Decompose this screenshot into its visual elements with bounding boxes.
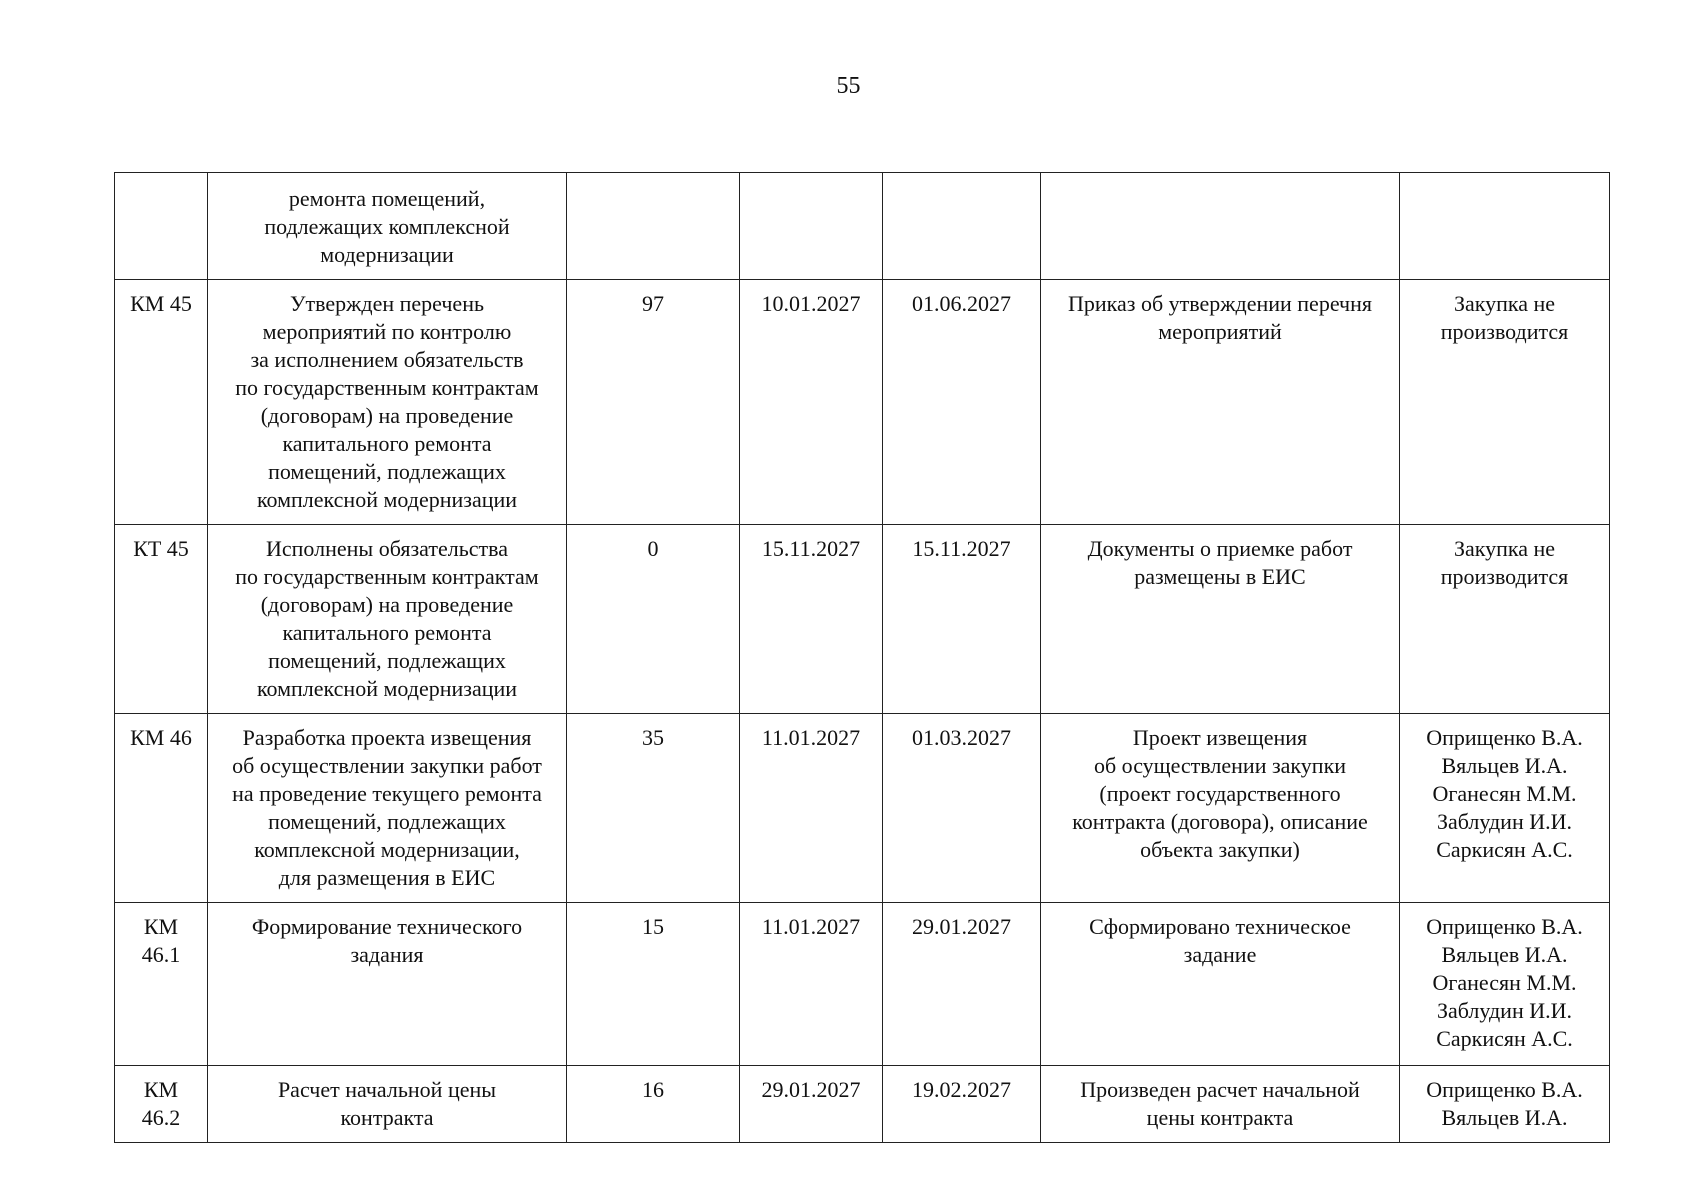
cell-code: КМ 46 [115,714,208,903]
cell-name: ремонта помещений, подлежащих комплексной модернизации [208,173,567,280]
cell-start-date: 11.01.2027 [740,903,883,1066]
cell-name: Формирование технического задания [208,903,567,1066]
cell-end-date [883,173,1041,280]
cell-name: Исполнены обязательства по государственным контрактам (договорам) на проведение капитального ремонта помещений, подлежащих комплексной модернизации [208,525,567,714]
plan-table [114,172,1610,1143]
cell-result: Произведен расчет начальной цены контракта [1041,1066,1400,1143]
cell-responsible: Оприщенко В.А. Вяльцев И.А. Оганесян М.М. Заблудин И.И. Саркисян А.С. [1400,714,1610,903]
cell-duration: 35 [567,714,740,903]
cell-end-date: 29.01.2027 [883,903,1041,1066]
cell-code [115,173,208,280]
cell-duration: 16 [567,1066,740,1143]
cell-responsible: Оприщенко В.А. Вяльцев И.А. Оганесян М.М. Заблудин И.И. Саркисян А.С. [1400,903,1610,1066]
cell-name: Расчет начальной цены контракта [208,1066,567,1143]
cell-start-date: 29.01.2027 [740,1066,883,1143]
cell-responsible: Закупка не производится [1400,280,1610,525]
cell-result: Приказ об утверждении перечня мероприятий [1041,280,1400,525]
table-row [115,173,1610,280]
cell-code: КМ 46.2 [115,1066,208,1143]
cell-responsible: Закупка не производится [1400,525,1610,714]
cell-end-date: 15.11.2027 [883,525,1041,714]
cell-end-date: 01.03.2027 [883,714,1041,903]
table-row [115,903,1610,1066]
cell-result: Сформировано техническое задание [1041,903,1400,1066]
table-row [115,525,1610,714]
cell-result: Документы о приемке работ размещены в ЕИС [1041,525,1400,714]
page-number: 55 [836,73,861,99]
cell-end-date: 01.06.2027 [883,280,1041,525]
cell-result [1041,173,1400,280]
cell-result: Проект извещения об осуществлении закупки (проект государственного контракта (договора), описание объекта закупки) [1041,714,1400,903]
table-row [115,714,1610,903]
cell-code: КТ 45 [115,525,208,714]
cell-start-date: 11.01.2027 [740,714,883,903]
cell-name: Утвержден перечень мероприятий по контролю за исполнением обязательств по государственным контрактам (договорам) на проведение капитального ремонта помещений, подлежащих комплексной модернизации [208,280,567,525]
cell-start-date: 15.11.2027 [740,525,883,714]
cell-responsible [1400,173,1610,280]
cell-start-date [740,173,883,280]
cell-end-date: 19.02.2027 [883,1066,1041,1143]
cell-code: КМ 46.1 [115,903,208,1066]
cell-duration [567,173,740,280]
cell-duration: 15 [567,903,740,1066]
cell-duration: 0 [567,525,740,714]
cell-name: Разработка проекта извещения об осуществлении закупки работ на проведение текущего ремонта помещений, подлежащих комплексной модернизации, для размещения в ЕИС [208,714,567,903]
table-row [115,1066,1610,1143]
cell-responsible: Оприщенко В.А. Вяльцев И.А. [1400,1066,1610,1143]
table-row [115,280,1610,525]
cell-code: КМ 45 [115,280,208,525]
cell-duration: 97 [567,280,740,525]
cell-start-date: 10.01.2027 [740,280,883,525]
